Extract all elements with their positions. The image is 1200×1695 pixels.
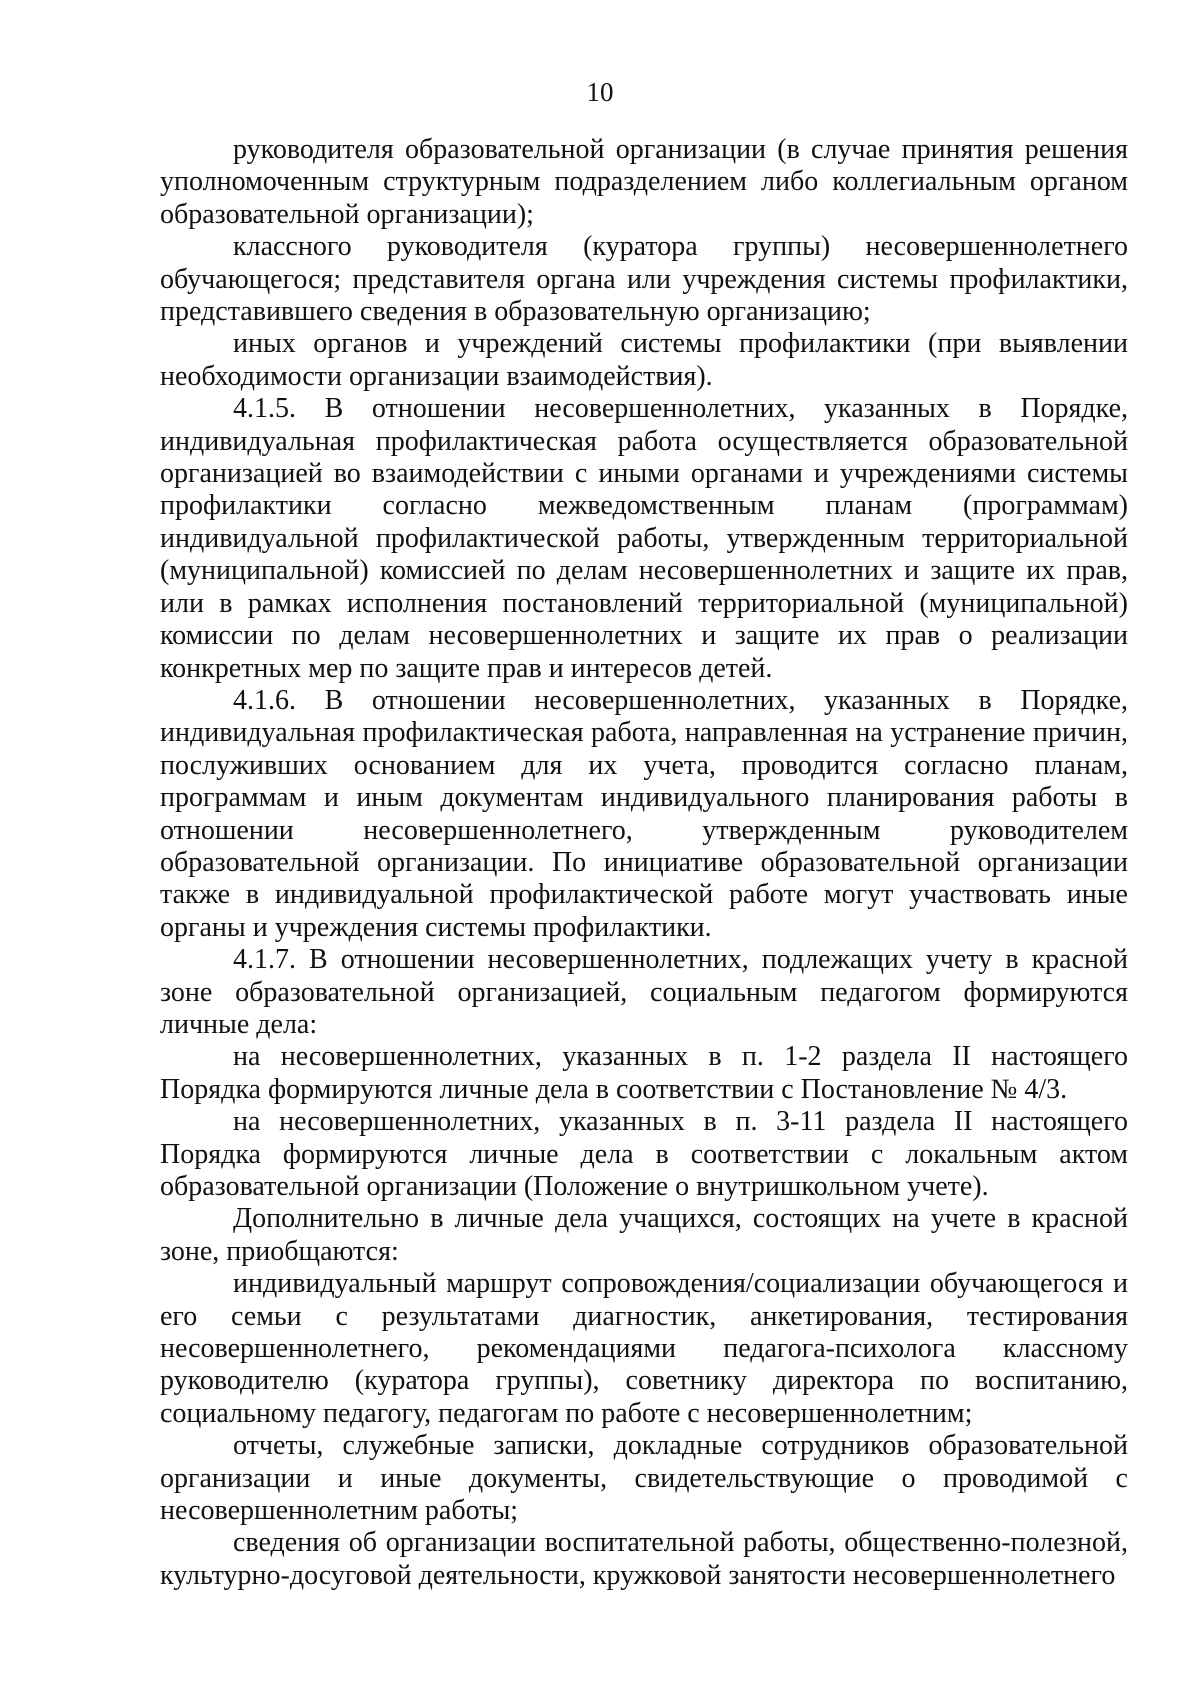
paragraph-4-1-7: 4.1.7. В отношении несовершеннолетних, подлежащих учету в красной зоне образовательной организацией, социальным педагогом формируются личные дела: <box>160 944 1128 1040</box>
paragraph-head-of-organization: руководителя образовательной организации (в случае принятия решения уполномоченным структурным подразделением либо коллегиальным органом образовательной организации); <box>160 134 1128 230</box>
page-number: 10 <box>586 77 614 107</box>
paragraph-items-3-11: на несовершеннолетних, указанных в п. 3-11 раздела II настоящего Порядка формируются личные дела в соответствии с локальным актом образовательной организации (Положение о внутришкольном учете). <box>160 1106 1128 1202</box>
paragraph-other-bodies: иных органов и учреждений системы профилактики (при выявлении необходимости организации взаимодействия). <box>160 328 1128 392</box>
paragraph-items-1-2: на несовершеннолетних, указанных в п. 1-2 раздела II настоящего Порядка формируются личные дела в соответствии с Постановление № 4/3. <box>160 1041 1128 1105</box>
document-body <box>160 134 1128 1592</box>
paragraph-additional-documents: Дополнительно в личные дела учащихся, состоящих на учете в красной зоне, приобщаются: <box>160 1203 1128 1267</box>
paragraph-4-1-6: 4.1.6. В отношении несовершеннолетних, указанных в Порядке, индивидуальная профилактическая работа, направленная на устранение причин, послуживших основанием для их учета, проводится согласно планам, программам и иным документам индивидуального планирования работы в отношении несовершеннолетнего, утвержденным руководителем образовательной организации. По инициативе образовательной организации также в индивидуальной профилактической работе могут участвовать иные органы и учреждения системы профилактики. <box>160 684 1128 943</box>
paragraph-class-teacher: классного руководителя (куратора группы) несовершеннолетнего обучающегося; представителя органа или учреждения системы профилактики, представившего сведения в образовательную организацию; <box>160 231 1128 328</box>
paragraph-reports: отчеты, служебные записки, докладные сотрудников образовательной организации и иные документы, свидетельствующие о проводимой с несовершеннолетним работы; <box>160 1430 1128 1527</box>
paragraph-4-1-5: 4.1.5. В отношении несовершеннолетних, указанных в Порядке, индивидуальная профилактическая работа осуществляется образовательной организацией во взаимодействии с иными органами и учреждениями системы профилактики согласно межведомственным планам (программам) индивидуальной профилактической работы, утвержденным территориальной (муниципальной) комиссией по делам несовершеннолетних и защите их прав, или в рамках исполнения постановлений территориальной (муниципальной) комиссии по делам несовершеннолетних и защите их прав о реализации конкретных мер по защите прав и интересов детей. <box>160 393 1128 684</box>
paragraph-educational-work: сведения об организации воспитательной работы, общественно-полезной, культурно-досуговой деятельности, кружковой занятости несовершеннолетнего <box>160 1527 1128 1591</box>
paragraph-individual-route: индивидуальный маршрут сопровождения/социализации обучающегося и его семьи с результатами диагностик, анкетирования, тестирования несовершеннолетнего, рекомендациями педагога-психолога классному руководителю (куратора группы), советнику директора по воспитанию, социальному педагогу, педагогам по работе с несовершеннолетним; <box>160 1268 1128 1429</box>
